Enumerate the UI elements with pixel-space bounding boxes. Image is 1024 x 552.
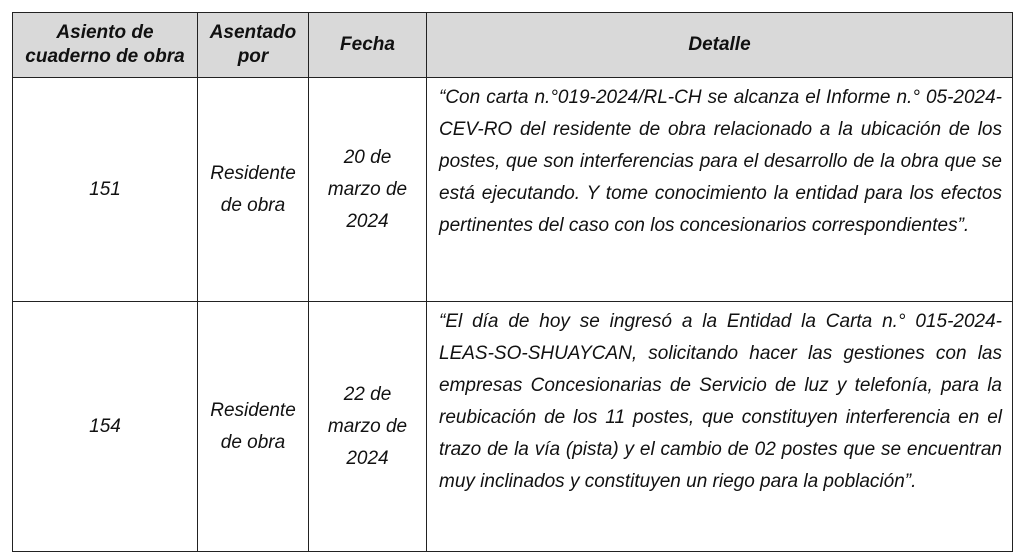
header-fecha <box>309 13 427 78</box>
cell-asiento <box>13 78 198 302</box>
header-asentado-label: Asentado por <box>209 22 297 67</box>
cell-fecha <box>309 78 427 302</box>
header-detalle <box>427 13 1013 78</box>
fecha-value: 20 de marzo de 2024 <box>327 146 408 232</box>
cell-asentado <box>198 78 309 302</box>
table-row <box>13 302 1013 552</box>
cell-detalle <box>427 302 1013 552</box>
detalle-text: “El día de hoy se ingresó a la Entidad la Carta n.° 015-2024-LEAS-SO-SHUAYCAN, solicitando hacer las gestiones con las empresas Concesionarias de Servicio de luz y telefonía, para la reubicación de los 11 postes, que constituyen interferencia en el trazo de la vía (pista) y el cambio de 02 postes que se encuentran muy inclinados y constituyen un riego para la población”. <box>439 311 1002 492</box>
header-asentado <box>198 13 309 78</box>
cell-asiento <box>13 302 198 552</box>
asiento-number: 154 <box>89 415 121 437</box>
header-asiento <box>13 13 198 78</box>
header-row <box>13 13 1013 78</box>
asiento-number: 151 <box>89 178 121 200</box>
detalle-text: “Con carta n.°019-2024/RL-CH se alcanza el Informe n.° 05-2024-CEV-RO del residente de obra relacionado a la ubicación de los postes, que son interferencias para el desarrollo de la obra que se está ejecutando. Y tome conocimiento la entidad para los efectos pertinentes del caso con los concesionarios correspondientes”. <box>439 87 1002 236</box>
header-asiento-label: Asiento de cuaderno de obra <box>25 22 185 67</box>
fecha-value: 22 de marzo de 2024 <box>327 383 408 469</box>
header-detalle-label: Detalle <box>688 34 751 55</box>
header-fecha-label: Fecha <box>340 34 395 55</box>
table-row <box>13 78 1013 302</box>
cell-asentado <box>198 302 309 552</box>
cell-detalle <box>427 78 1013 302</box>
table-header <box>13 13 1013 78</box>
asentado-por: Residente de obra <box>210 162 296 216</box>
asentado-por: Residente de obra <box>210 399 296 453</box>
table-body <box>13 78 1013 552</box>
asientos-table <box>12 12 1013 552</box>
cell-fecha <box>309 302 427 552</box>
